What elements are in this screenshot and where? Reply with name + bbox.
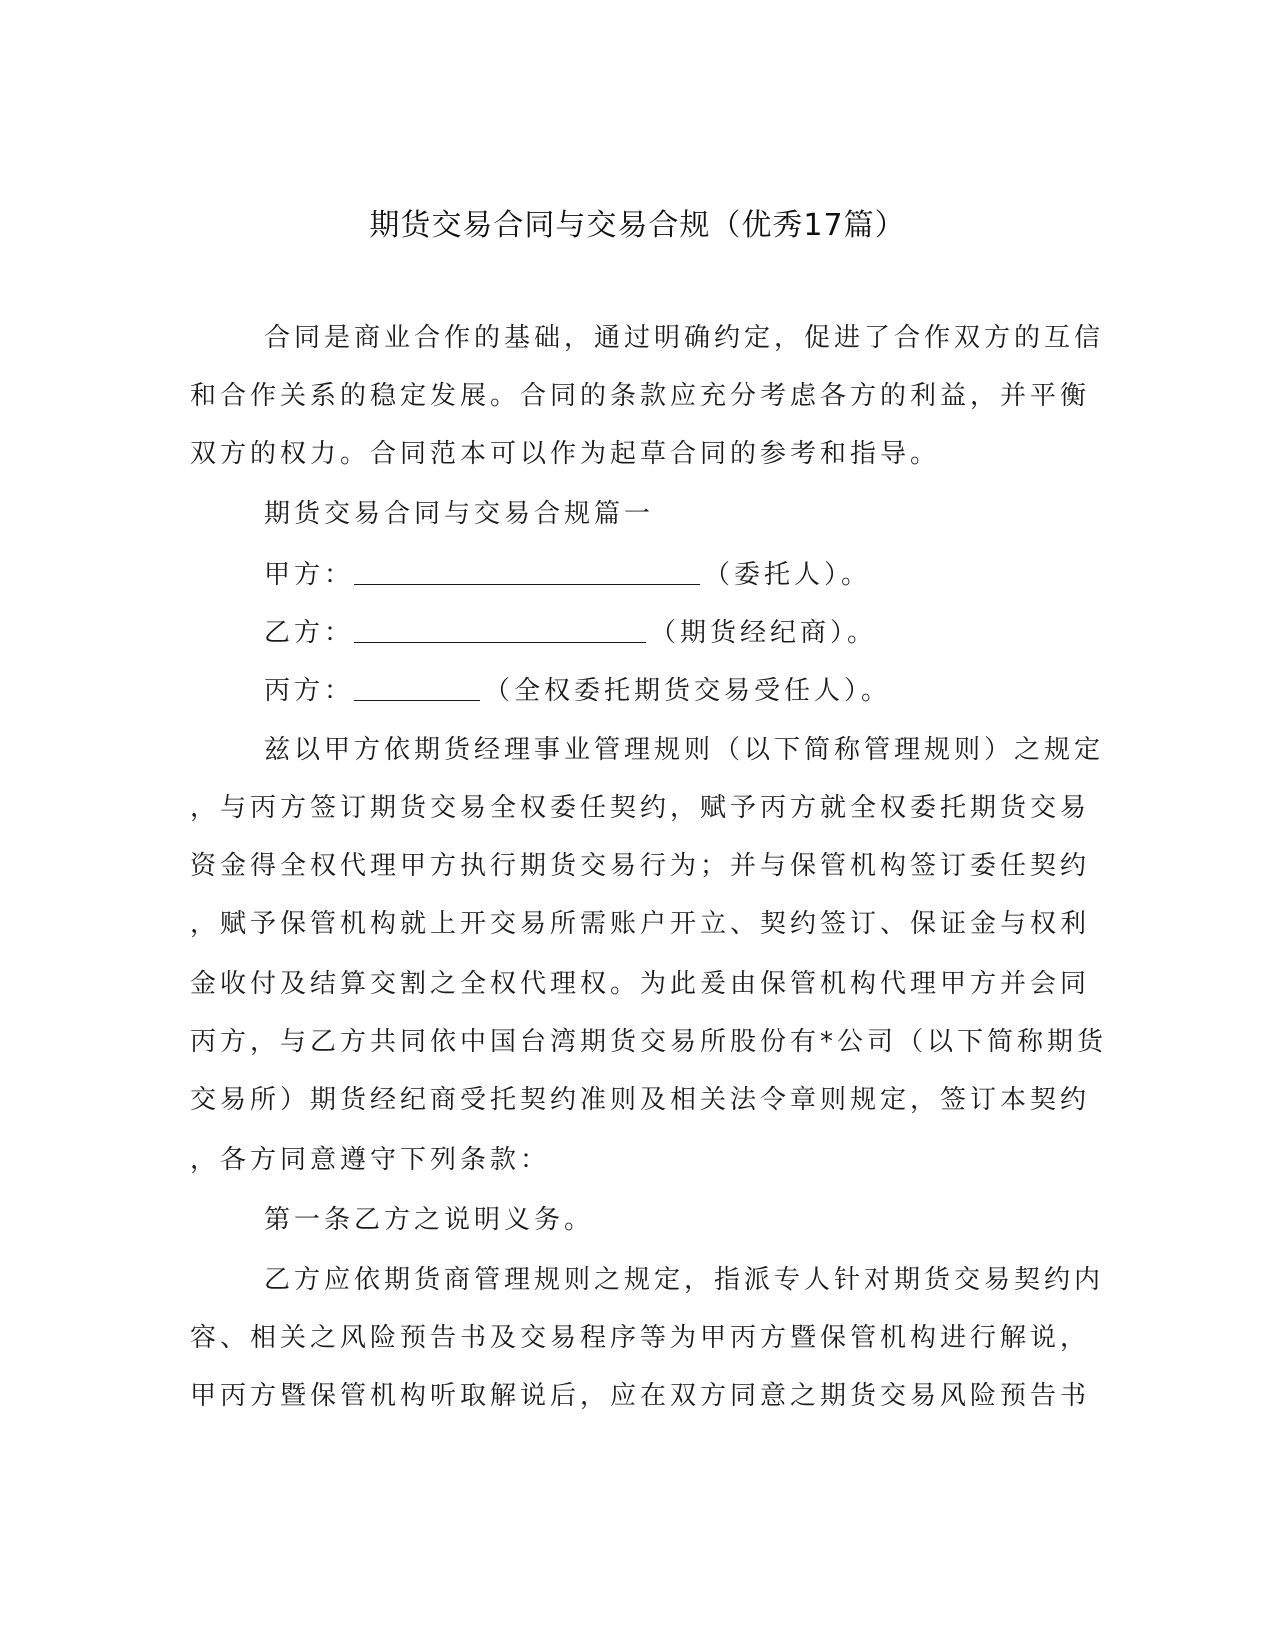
document-title: 期货交易合同与交易合规（优秀17篇）	[369, 208, 906, 243]
party-jia-blank	[354, 556, 700, 585]
party-jia	[264, 556, 1164, 593]
article1-line-1: 乙方应依期货商管理规则之规定，指派专人针对期货交易契约内	[264, 1265, 1105, 1295]
paragraph2-line-7: 交易所）期货经纪商受托契约准则及相关法令章则规定，签订本契约	[190, 1085, 1091, 1115]
intro-line-1: 合同是商业合作的基础，通过明确约定，促进了合作双方的互信	[264, 323, 1105, 353]
party-yi-blank	[354, 614, 646, 643]
section-heading: 期货交易合同与交易合规篇一	[264, 499, 655, 529]
paragraph2-line-8: ，各方同意遵守下列条款：	[190, 1145, 551, 1175]
party-bing	[264, 672, 1164, 709]
party-bing-label: 丙方：	[264, 676, 355, 706]
intro-line-2: 和合作关系的稳定发展。合同的条款应充分考虑各方的利益，并平衡	[190, 381, 1091, 411]
article1-heading: 第一条乙方之说明义务。	[264, 1205, 595, 1235]
party-yi-label: 乙方：	[264, 618, 355, 648]
paragraph2-line-5: 金收付及结算交割之全权代理权。为此爰由保管机构代理甲方并会同	[190, 969, 1091, 999]
party-jia-note: （委托人）。	[704, 560, 872, 590]
party-bing-note: （全权委托期货交易受任人）。	[484, 676, 892, 706]
party-yi	[264, 614, 1164, 651]
article1-line-2: 容、相关之风险预告书及交易程序等为甲丙方暨保管机构进行解说，	[190, 1323, 1091, 1353]
paragraph2-line-3: 资金得全权代理甲方执行期货交易行为；并与保管机构签订委任契约	[190, 851, 1091, 881]
paragraph2-line-2: ，与丙方签订期货交易全权委任契约，赋予丙方就全权委托期货交易	[190, 793, 1091, 823]
paragraph2-line-4: ，赋予保管机构就上开交易所需账户开立、契约签订、保证金与权利	[190, 909, 1091, 939]
article1-line-3: 甲丙方暨保管机构听取解说后，应在双方同意之期货交易风险预告书	[190, 1381, 1091, 1411]
paragraph2-line-1: 兹以甲方依期货经理事业管理规则（以下简称管理规则）之规定	[264, 735, 1105, 765]
party-bing-blank	[354, 672, 480, 701]
intro-line-3: 双方的权力。合同范本可以作为起草合同的参考和指导。	[190, 439, 941, 469]
party-yi-note: （期货经纪商）。	[650, 618, 878, 648]
party-jia-label: 甲方：	[264, 560, 355, 590]
paragraph2-line-6: 丙方，与乙方共同依中国台湾期货交易所股份有*公司（以下简称期货	[190, 1027, 1108, 1057]
